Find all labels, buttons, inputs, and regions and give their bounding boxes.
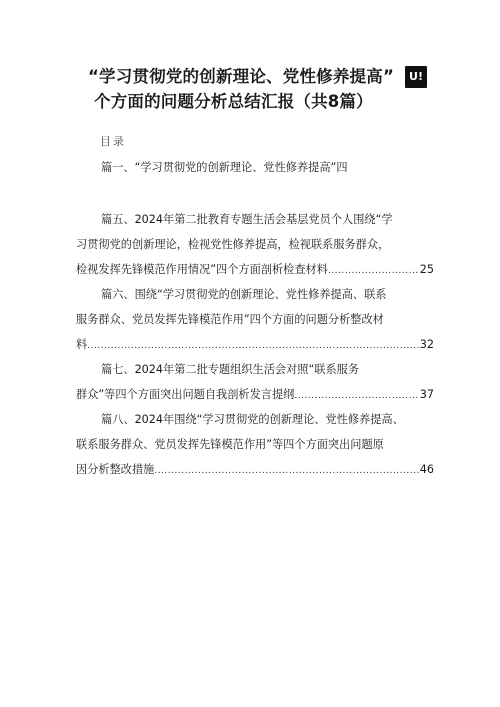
page-number: 25 — [419, 263, 434, 276]
toc-entry-text: 服务群众、党员发挥先锋模范作用”四个方面的问题分析整改材 — [76, 313, 384, 326]
toc-entry-6[interactable] — [76, 282, 434, 359]
toc-entry-text: 篇八、2024年围绕“学习贯彻党的创新理论、党性修养提高、 — [101, 413, 404, 426]
toc-entry-text: 篇七、2024年第二批专题组织生活会对照“联系服务 — [101, 363, 360, 376]
toc-entry-8[interactable] — [76, 407, 434, 484]
page-number: 46 — [419, 463, 434, 476]
toc-entry-last-line — [76, 257, 434, 284]
toc-entry-last-line — [76, 457, 434, 484]
dot-leader — [294, 384, 418, 409]
title-line-1: “学习贯彻党的创新理论、党性修养提高” — [88, 67, 394, 86]
dot-leader — [154, 459, 418, 484]
document-title — [88, 64, 428, 114]
toc-entry-text: 篇五、2024年第二批教育专题生活会基层党员个人围绕“学 — [101, 213, 393, 226]
toc-entry-text: 习贯彻党的创新理论，检视党性修养提高，检视联系服务群众， — [76, 238, 390, 251]
toc-entry-last-line — [76, 332, 434, 359]
page-number: 32 — [419, 338, 434, 351]
toc-entry-text: 检视发挥先锋模范作用情况”四个方面剖析检查材料 — [76, 263, 328, 276]
toc-entry-text: 群众”等四个方面突出问题自我剖析发言提纲 — [76, 388, 295, 401]
toc-heading: 目录 — [100, 135, 126, 148]
dot-leader — [328, 259, 419, 284]
toc-entry-text: 因分析整改措施 — [76, 463, 155, 476]
toc-entry-last-line — [76, 382, 434, 409]
toc-entry-7[interactable] — [76, 357, 434, 409]
toc-entry-text: 篇六、围绕“学习贯彻党的创新理论、党性修养提高、联系 — [101, 288, 387, 301]
page-number: 37 — [419, 388, 434, 401]
title-line-2: 个方面的问题分析总结汇报（共8篇） — [94, 92, 373, 111]
toc-entry-text: 篇一、“学习贯彻党的创新理论、党性修养提高”四 — [101, 161, 348, 174]
dot-leader — [87, 334, 419, 359]
toc-entry-1[interactable] — [76, 155, 434, 180]
toc-entry-text: 料 — [76, 338, 88, 351]
badge-icon: U! — [405, 66, 427, 88]
toc-entry-5[interactable] — [76, 207, 434, 284]
toc-entry-text: 联系服务群众、党员发挥先锋模范作用”等四个方面突出问题原 — [76, 438, 384, 451]
